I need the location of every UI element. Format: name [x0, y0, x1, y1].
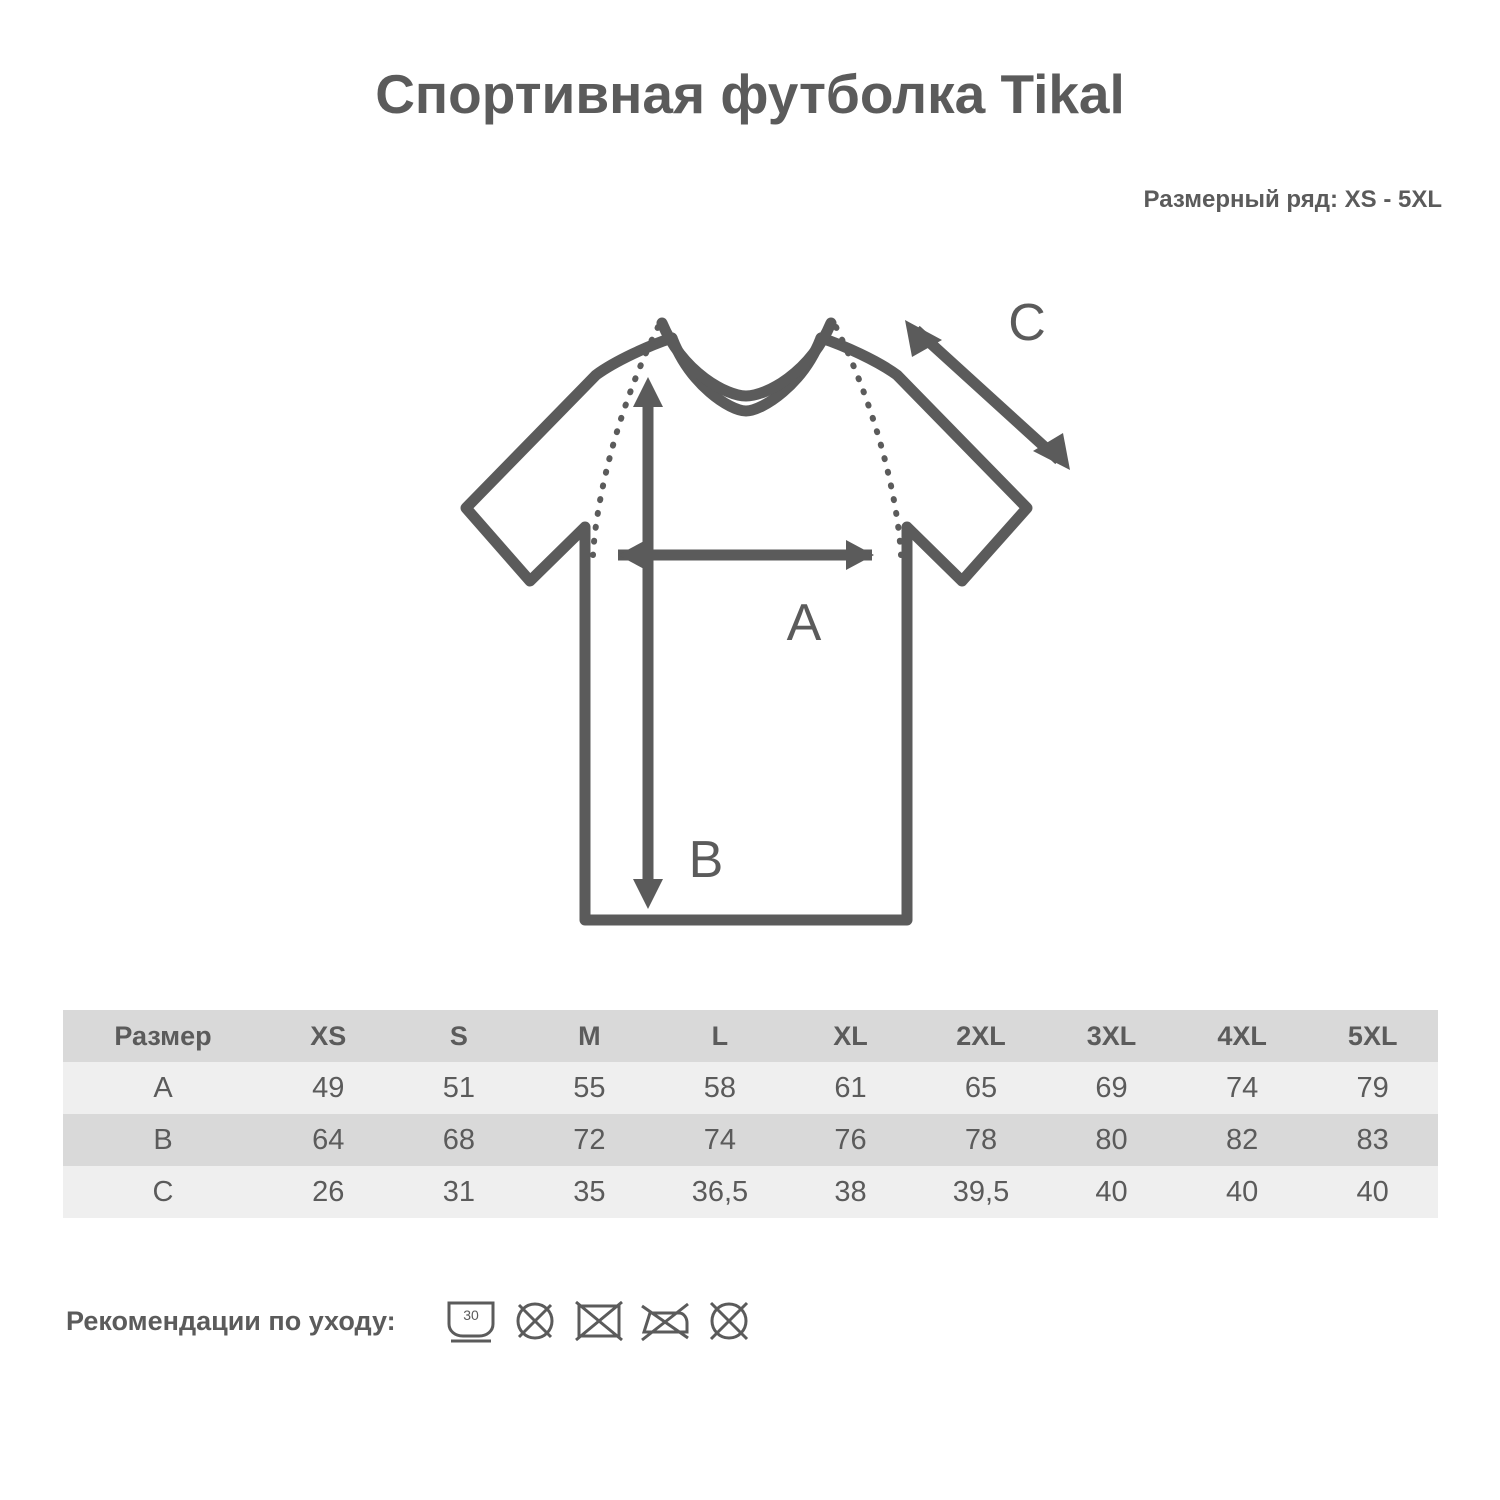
- no-dry-clean-icon: [704, 1296, 754, 1346]
- table-row: [63, 1062, 1438, 1114]
- cell-a-5xl: 79: [1356, 1071, 1389, 1104]
- page-title: Спортивная футболка Tikal: [375, 63, 1125, 125]
- cell-c-l: 36,5: [691, 1175, 749, 1208]
- cell-c-xl: 38: [834, 1175, 867, 1208]
- care-label: Рекомендации по уходу:: [66, 1305, 396, 1336]
- cell-a-s: 51: [442, 1071, 475, 1104]
- tshirt-diagram: [400, 265, 1120, 965]
- row-label-c: C: [152, 1175, 174, 1208]
- raglan-dotted-guides: [593, 327, 901, 555]
- cell-b-3xl: 80: [1095, 1123, 1128, 1156]
- cell-b-2xl: 78: [964, 1123, 998, 1156]
- cell-b-l: 74: [703, 1123, 737, 1156]
- size-table: [63, 1010, 1438, 1218]
- measure-c-label: C: [1008, 294, 1046, 352]
- table-corner-label: Размер: [114, 1020, 212, 1051]
- cell-a-3xl: 69: [1095, 1071, 1128, 1104]
- row-label-a: A: [153, 1071, 173, 1104]
- tshirt-outline: [466, 323, 1027, 920]
- care-instructions: [66, 1296, 754, 1346]
- cell-a-xl: 61: [834, 1071, 867, 1104]
- row-label-b: B: [153, 1123, 173, 1156]
- table-size-s: S: [449, 1020, 468, 1051]
- no-bleach-icon: [510, 1296, 560, 1346]
- no-tumble-dry-icon: [572, 1296, 626, 1346]
- table-size-3xl: 3XL: [1086, 1020, 1137, 1051]
- no-iron-icon: [638, 1296, 692, 1346]
- cell-a-4xl: 74: [1225, 1071, 1259, 1104]
- table-size-xl: XL: [833, 1020, 868, 1051]
- cell-b-s: 68: [442, 1123, 475, 1156]
- table-size-2xl: 2XL: [956, 1020, 1006, 1051]
- measure-b-label: B: [688, 831, 724, 889]
- measure-a-arrow: [618, 540, 874, 570]
- cell-c-5xl: 40: [1356, 1175, 1389, 1208]
- cell-c-3xl: 40: [1095, 1175, 1128, 1208]
- table-size-l: L: [711, 1020, 729, 1051]
- cell-c-m: 35: [573, 1175, 606, 1208]
- measure-a-label: A: [786, 594, 822, 652]
- wash-temp-label: 30: [462, 1307, 479, 1323]
- cell-c-2xl: 39,5: [952, 1175, 1010, 1208]
- cell-c-xs: 26: [312, 1175, 345, 1208]
- measure-b-arrow: [633, 377, 663, 909]
- cell-b-5xl: 83: [1356, 1123, 1389, 1156]
- cell-a-2xl: 65: [964, 1071, 998, 1104]
- cell-b-m: 72: [573, 1123, 606, 1156]
- wash-30-icon: [444, 1296, 498, 1346]
- table-size-5xl: 5XL: [1347, 1020, 1398, 1051]
- cell-b-4xl: 82: [1225, 1123, 1259, 1156]
- cell-a-xs: 49: [312, 1071, 345, 1104]
- cell-a-m: 55: [573, 1071, 606, 1104]
- table-size-xs: XS: [310, 1020, 347, 1051]
- size-range-subtitle: Размерный ряд: XS - 5XL: [1143, 186, 1442, 213]
- cell-b-xl: 76: [834, 1123, 867, 1156]
- cell-a-l: 58: [703, 1071, 737, 1104]
- cell-c-4xl: 40: [1225, 1175, 1259, 1208]
- care-icon-row: [444, 1296, 754, 1346]
- table-row: [63, 1114, 1438, 1166]
- table-size-4xl: 4XL: [1217, 1020, 1267, 1051]
- tshirt-svg: [400, 265, 1120, 965]
- cell-b-xs: 64: [312, 1123, 345, 1156]
- table-size-m: M: [578, 1020, 601, 1051]
- cell-c-s: 31: [442, 1175, 475, 1208]
- table-row: [63, 1166, 1438, 1218]
- table-header-row: [63, 1010, 1438, 1062]
